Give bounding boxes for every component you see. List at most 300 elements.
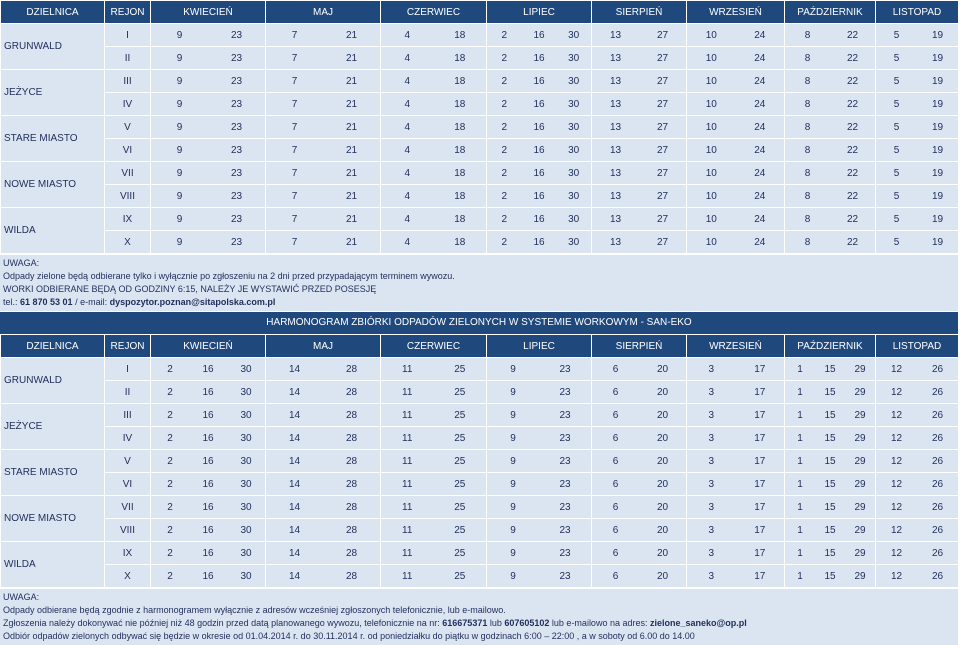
month-days-cell	[876, 208, 959, 231]
month-days-cell	[381, 473, 487, 496]
day-value: 3	[708, 386, 715, 398]
day-value: 17	[754, 455, 766, 467]
day-value: 16	[202, 570, 214, 582]
day-value: 18	[454, 190, 466, 202]
day-value: 6	[612, 547, 619, 559]
email-address[interactable]: dyspozytor.poznan@sitapolska.com.pl	[109, 297, 276, 307]
day-value: 2	[501, 29, 508, 41]
day-value: 16	[202, 363, 214, 375]
day-value: 29	[854, 501, 866, 513]
day-value: 23	[559, 409, 571, 421]
month-days-cell	[687, 565, 785, 588]
day-value: 2	[501, 98, 508, 110]
day-value: 2	[501, 144, 508, 156]
day-value: 3	[708, 478, 715, 490]
day-value: 24	[754, 52, 766, 64]
day-value: 23	[559, 570, 571, 582]
day-value: 19	[931, 144, 944, 156]
day-value: 30	[240, 409, 252, 421]
day-value: 16	[533, 29, 545, 41]
day-value: 3	[708, 547, 715, 559]
note-label: UWAGA:	[3, 592, 40, 602]
day-value: 20	[656, 524, 669, 536]
day-value: 26	[931, 570, 944, 582]
month-days-cell	[785, 162, 876, 185]
day-value: 25	[454, 363, 466, 375]
column-header: WRZESIEŃ	[687, 1, 785, 24]
month-days-cell	[876, 139, 959, 162]
column-header: CZERWIEC	[381, 335, 487, 358]
day-value: 6	[612, 432, 619, 444]
month-days-cell	[785, 450, 876, 473]
day-value: 22	[846, 144, 859, 156]
day-value: 18	[454, 29, 466, 41]
day-value: 9	[176, 236, 183, 248]
day-value: 29	[854, 386, 866, 398]
day-value: 6	[612, 363, 619, 375]
region-cell: V	[105, 116, 151, 139]
day-value: 12	[890, 386, 903, 398]
month-days-cell	[592, 519, 687, 542]
day-value: 21	[345, 121, 358, 133]
day-value: 13	[609, 190, 622, 202]
day-value: 11	[402, 547, 413, 559]
day-value: 7	[291, 190, 298, 202]
day-value: 20	[656, 478, 669, 490]
month-days-cell	[785, 565, 876, 588]
month-days-cell	[876, 496, 959, 519]
month-days-cell	[785, 519, 876, 542]
day-value: 17	[754, 524, 766, 536]
column-header: LIPIEC	[487, 335, 592, 358]
column-header: LIPIEC	[487, 1, 592, 24]
day-value: 26	[931, 501, 944, 513]
month-days-cell	[592, 427, 687, 450]
month-days-cell	[487, 185, 592, 208]
day-value: 20	[656, 432, 669, 444]
day-value: 27	[656, 190, 669, 202]
month-days-cell	[687, 519, 785, 542]
day-value: 28	[345, 501, 358, 513]
month-days-cell	[151, 427, 266, 450]
day-value: 2	[501, 236, 508, 248]
month-days-cell	[876, 47, 959, 70]
day-value: 2	[167, 501, 173, 513]
day-value: 30	[568, 52, 580, 64]
day-value: 19	[931, 167, 944, 179]
day-value: 23	[559, 547, 571, 559]
day-value: 5	[893, 52, 900, 64]
month-days-cell	[687, 450, 785, 473]
region-cell: IV	[105, 427, 151, 450]
day-value: 23	[230, 52, 243, 64]
day-value: 29	[854, 409, 866, 421]
month-days-cell	[876, 231, 959, 254]
day-value: 24	[754, 75, 766, 87]
day-value: 27	[656, 167, 669, 179]
day-value: 16	[533, 98, 545, 110]
day-value: 7	[291, 167, 298, 179]
month-days-cell	[876, 473, 959, 496]
day-value: 17	[754, 386, 766, 398]
day-value: 14	[288, 409, 301, 421]
day-value: 13	[609, 167, 622, 179]
day-value: 8	[804, 121, 811, 133]
month-days-cell	[876, 24, 959, 47]
day-value: 23	[230, 29, 243, 41]
day-value: 26	[931, 478, 944, 490]
day-value: 23	[230, 121, 243, 133]
day-value: 10	[705, 236, 717, 248]
day-value: 27	[656, 121, 669, 133]
day-value: 27	[656, 144, 669, 156]
day-value: 28	[345, 432, 358, 444]
month-days-cell	[266, 116, 381, 139]
table-row	[1, 450, 959, 473]
day-value: 2	[501, 213, 508, 225]
day-value: 1	[797, 386, 803, 398]
day-value: 16	[533, 236, 545, 248]
day-value: 3	[708, 524, 715, 536]
day-value: 21	[345, 236, 358, 248]
month-days-cell	[687, 358, 785, 381]
month-days-cell	[487, 450, 592, 473]
month-days-cell	[487, 427, 592, 450]
day-value: 1	[797, 409, 803, 421]
day-value: 15	[824, 455, 836, 467]
day-value: 22	[846, 121, 859, 133]
month-days-cell	[266, 24, 381, 47]
month-days-cell	[592, 450, 687, 473]
month-days-cell	[876, 450, 959, 473]
month-days-cell	[266, 358, 381, 381]
day-value: 16	[202, 478, 214, 490]
day-value: 6	[612, 478, 619, 490]
month-days-cell	[381, 139, 487, 162]
day-value: 10	[705, 98, 717, 110]
day-value: 1	[797, 363, 803, 375]
day-value: 27	[656, 75, 669, 87]
month-days-cell	[487, 565, 592, 588]
day-value: 7	[291, 121, 298, 133]
day-value: 30	[568, 190, 580, 202]
schedule-title: HARMONOGRAM ZBIÓRKI ODPADÓW ZIELONYCH W SYSTEMIE WORKOWYM - SAN-EKO	[0, 311, 958, 334]
day-value: 22	[846, 236, 859, 248]
day-value: 5	[893, 236, 900, 248]
month-days-cell	[151, 450, 266, 473]
month-days-cell	[151, 381, 266, 404]
day-value: 8	[804, 167, 811, 179]
day-value: 24	[754, 236, 766, 248]
month-days-cell	[687, 93, 785, 116]
day-value: 25	[454, 547, 466, 559]
table-row	[1, 473, 959, 496]
day-value: 23	[230, 75, 243, 87]
day-value: 11	[402, 363, 413, 375]
day-value: 6	[612, 501, 619, 513]
day-value: 28	[345, 524, 358, 536]
day-value: 18	[454, 98, 466, 110]
month-days-cell	[785, 381, 876, 404]
column-header: CZERWIEC	[381, 1, 487, 24]
day-value: 20	[656, 455, 669, 467]
month-days-cell	[266, 185, 381, 208]
region-cell: VII	[105, 496, 151, 519]
region-cell: IV	[105, 93, 151, 116]
day-value: 23	[559, 363, 571, 375]
day-value: 1	[797, 432, 803, 444]
day-value: 14	[288, 455, 301, 467]
district-cell: STARE MIASTO	[1, 116, 105, 162]
month-days-cell	[592, 381, 687, 404]
month-days-cell	[266, 162, 381, 185]
day-value: 13	[609, 236, 622, 248]
day-value: 10	[705, 190, 717, 202]
month-days-cell	[876, 565, 959, 588]
month-days-cell	[381, 24, 487, 47]
day-value: 27	[656, 213, 669, 225]
table-row	[1, 381, 959, 404]
day-value: 4	[404, 167, 411, 179]
day-value: 10	[705, 75, 717, 87]
day-value: 4	[404, 190, 411, 202]
day-value: 17	[754, 501, 766, 513]
day-value: 30	[568, 236, 580, 248]
day-value: 20	[656, 570, 669, 582]
day-value: 21	[345, 98, 358, 110]
day-value: 14	[288, 478, 301, 490]
day-value: 16	[533, 144, 545, 156]
day-value: 17	[754, 478, 766, 490]
day-value: 10	[705, 121, 717, 133]
month-days-cell	[381, 208, 487, 231]
day-value: 29	[854, 432, 866, 444]
day-value: 23	[230, 167, 243, 179]
day-value: 6	[612, 570, 619, 582]
month-days-cell	[151, 496, 266, 519]
day-value: 6	[612, 455, 619, 467]
day-value: 5	[893, 29, 900, 41]
district-cell: STARE MIASTO	[1, 450, 105, 496]
day-value: 12	[890, 547, 903, 559]
month-days-cell	[487, 542, 592, 565]
day-value: 5	[893, 190, 900, 202]
month-days-cell	[266, 47, 381, 70]
day-value: 3	[708, 570, 715, 582]
month-days-cell	[687, 473, 785, 496]
day-value: 5	[893, 167, 900, 179]
day-value: 20	[656, 547, 669, 559]
day-value: 26	[931, 432, 944, 444]
day-value: 23	[230, 144, 243, 156]
day-value: 2	[167, 432, 173, 444]
day-value: 6	[612, 409, 619, 421]
day-value: 24	[754, 144, 766, 156]
region-cell: II	[105, 47, 151, 70]
day-value: 14	[288, 570, 301, 582]
day-value: 9	[176, 190, 183, 202]
day-value: 30	[240, 386, 252, 398]
day-value: 2	[167, 363, 173, 375]
day-value: 15	[824, 409, 836, 421]
day-value: 23	[230, 236, 243, 248]
day-value: 17	[754, 432, 766, 444]
table-row	[1, 116, 959, 139]
day-value: 5	[893, 144, 900, 156]
day-value: 18	[454, 236, 466, 248]
day-value: 24	[754, 29, 766, 41]
table-row	[1, 496, 959, 519]
day-value: 16	[202, 386, 214, 398]
day-value: 30	[240, 547, 252, 559]
column-header: MAJ	[266, 1, 381, 24]
day-value: 17	[754, 363, 766, 375]
column-header: PAŹDZIERNIK	[785, 335, 876, 358]
day-value: 4	[404, 213, 411, 225]
day-value: 11	[402, 501, 413, 513]
day-value: 21	[345, 213, 358, 225]
day-value: 13	[609, 213, 622, 225]
day-value: 15	[824, 501, 836, 513]
table-row	[1, 162, 959, 185]
day-value: 25	[454, 570, 466, 582]
day-value: 23	[559, 524, 571, 536]
district-cell: JEŻYCE	[1, 70, 105, 116]
table-row	[1, 185, 959, 208]
day-value: 26	[931, 363, 944, 375]
day-value: 23	[559, 455, 571, 467]
day-value: 12	[890, 570, 903, 582]
month-days-cell	[266, 473, 381, 496]
day-value: 8	[804, 190, 811, 202]
month-days-cell	[592, 93, 687, 116]
month-days-cell	[151, 208, 266, 231]
day-value: 28	[345, 570, 358, 582]
month-days-cell	[592, 473, 687, 496]
day-value: 7	[291, 213, 298, 225]
month-days-cell	[592, 542, 687, 565]
month-days-cell	[487, 116, 592, 139]
month-days-cell	[151, 404, 266, 427]
district-cell: NOWE MIASTO	[1, 162, 105, 208]
day-value: 10	[705, 167, 717, 179]
day-value: 18	[454, 52, 466, 64]
month-days-cell	[687, 47, 785, 70]
region-cell: VI	[105, 139, 151, 162]
month-days-cell	[266, 542, 381, 565]
day-value: 2	[167, 478, 173, 490]
day-value: 9	[510, 478, 516, 490]
day-value: 19	[931, 121, 944, 133]
day-value: 23	[559, 501, 571, 513]
day-value: 21	[345, 29, 358, 41]
day-value: 27	[656, 98, 669, 110]
day-value: 9	[510, 409, 516, 421]
day-value: 14	[288, 386, 301, 398]
month-days-cell	[592, 185, 687, 208]
day-value: 2	[501, 121, 508, 133]
day-value: 22	[846, 52, 859, 64]
month-days-cell	[687, 542, 785, 565]
day-value: 4	[404, 75, 411, 87]
region-cell: III	[105, 404, 151, 427]
district-cell: GRUNWALD	[1, 358, 105, 404]
month-days-cell	[381, 542, 487, 565]
day-value: 2	[167, 386, 173, 398]
day-value: 6	[612, 524, 619, 536]
month-days-cell	[785, 496, 876, 519]
day-value: 5	[893, 213, 900, 225]
month-days-cell	[687, 381, 785, 404]
day-value: 11	[402, 432, 413, 444]
day-value: 25	[454, 524, 466, 536]
day-value: 30	[568, 167, 580, 179]
day-value: 22	[846, 213, 859, 225]
day-value: 20	[656, 386, 669, 398]
day-value: 2	[167, 524, 173, 536]
month-days-cell	[592, 24, 687, 47]
region-cell: VIII	[105, 185, 151, 208]
day-value: 26	[931, 455, 944, 467]
month-days-cell	[151, 93, 266, 116]
day-value: 5	[893, 75, 900, 87]
day-value: 10	[705, 29, 717, 41]
day-value: 15	[824, 363, 836, 375]
region-cell: IX	[105, 208, 151, 231]
day-value: 24	[754, 121, 766, 133]
day-value: 7	[291, 144, 298, 156]
month-days-cell	[876, 542, 959, 565]
day-value: 12	[890, 478, 903, 490]
day-value: 13	[609, 121, 622, 133]
month-days-cell	[381, 162, 487, 185]
table-row	[1, 542, 959, 565]
month-days-cell	[785, 185, 876, 208]
day-value: 16	[533, 190, 545, 202]
day-value: 3	[708, 432, 715, 444]
day-value: 23	[230, 213, 243, 225]
day-value: 29	[854, 455, 866, 467]
day-value: 23	[230, 190, 243, 202]
day-value: 21	[345, 167, 358, 179]
day-value: 25	[454, 386, 466, 398]
email-address[interactable]: zielone_saneko@op.pl	[649, 618, 747, 628]
month-days-cell	[151, 185, 266, 208]
day-value: 9	[510, 524, 516, 536]
month-days-cell	[687, 496, 785, 519]
table-row	[1, 358, 959, 381]
day-value: 30	[240, 570, 252, 582]
day-value: 25	[454, 455, 466, 467]
day-value: 8	[804, 98, 811, 110]
month-days-cell	[266, 427, 381, 450]
day-value: 1	[797, 455, 803, 467]
month-days-cell	[876, 358, 959, 381]
day-value: 14	[288, 363, 301, 375]
month-days-cell	[785, 473, 876, 496]
column-header: MAJ	[266, 335, 381, 358]
day-value: 9	[176, 144, 183, 156]
month-days-cell	[151, 519, 266, 542]
month-days-cell	[592, 231, 687, 254]
month-days-cell	[266, 381, 381, 404]
note-line: Odpady odbierane będą zgodnie z harmonogramem wyłącznie z adresów wcześniej zgłoszonych telefonicznie, lub e-mailowo.	[3, 605, 506, 615]
day-value: 5	[893, 121, 900, 133]
day-value: 1	[797, 570, 803, 582]
day-value: 28	[345, 478, 358, 490]
day-value: 30	[568, 144, 580, 156]
day-value: 8	[804, 236, 811, 248]
